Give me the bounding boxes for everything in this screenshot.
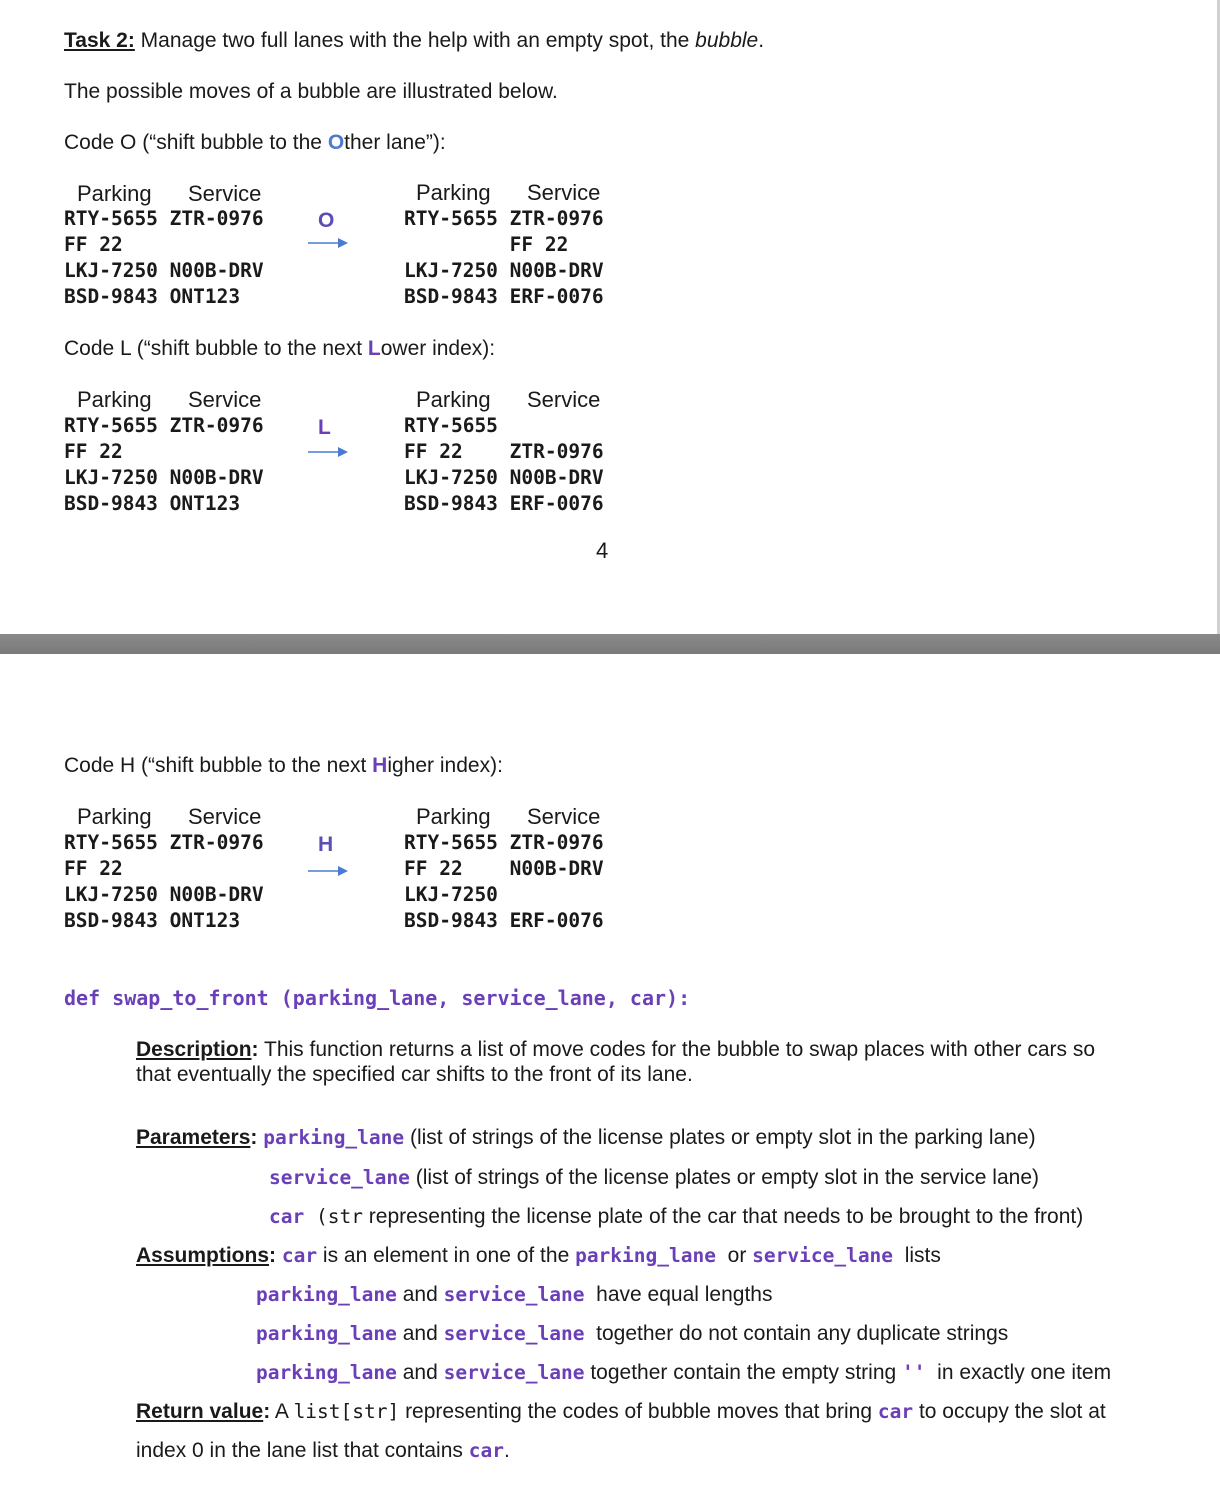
page-separator — [0, 634, 1220, 654]
code-o-arrow-label: O — [318, 209, 335, 232]
code-o-left-header: Parking — [77, 181, 152, 206]
parameters-row-1: Parameters: parking_lane (list of strings of the license plates or empty slot in the parking lane) — [136, 1126, 1036, 1149]
task-label: Task 2: — [64, 29, 135, 52]
code-l-right-row: RTY-5655 — [404, 414, 498, 437]
code-h-left-row: RTY-5655 ZTR-0976 — [64, 831, 264, 854]
code-o-right-row: LKJ-7250 N00B-DRV — [404, 259, 604, 282]
description-line2: that eventually the specified car shifts to the front of its lane. — [136, 1063, 693, 1086]
code-o-left-header-service: Service — [188, 181, 262, 206]
code-h-left-row: FF 22 — [64, 857, 123, 880]
code-h-right-header: Parking — [416, 804, 491, 829]
code-h-right-header-service: Service — [527, 804, 601, 829]
code-h-arrow-label: H — [318, 833, 334, 856]
code-l-left-row: FF 22 — [64, 440, 123, 463]
code-l-right-header-service: Service — [527, 387, 601, 412]
right-arrow-icon — [306, 445, 348, 459]
code-o-right-row: RTY-5655 ZTR-0976 — [404, 207, 604, 230]
code-o-left-row: BSD-9843 ONT123 — [64, 285, 241, 308]
code-h-right-row: RTY-5655 ZTR-0976 — [404, 831, 604, 854]
return-value-row-1: Return value: A list[str] representing the codes of bubble moves that bring car to occupy the slot at — [136, 1400, 1106, 1423]
parameters-row-2: service_lane (list of strings of the license plates or empty slot in the service lane) — [269, 1166, 1039, 1189]
code-l-left-header: Parking — [77, 387, 152, 412]
code-h-right-row: BSD-9843 ERF-0076 — [404, 909, 604, 932]
right-arrow-icon — [306, 236, 348, 250]
code-h-right-row: FF 22 N00B-DRV — [404, 857, 604, 880]
code-h-left-header: Parking — [77, 804, 152, 829]
code-o-heading: Code O (“shift bubble to the Other lane”): — [64, 131, 446, 154]
code-l-right-row: BSD-9843 ERF-0076 — [404, 492, 604, 515]
parameters-row-3: car (str representing the license plate of the car that needs to be brought to the front) — [269, 1205, 1084, 1228]
code-o-left-row: FF 22 — [64, 233, 123, 256]
right-arrow-icon — [306, 864, 348, 878]
code-h-left-row: LKJ-7250 N00B-DRV — [64, 883, 264, 906]
code-o-right-header: Parking — [416, 180, 491, 205]
code-o-left-row: RTY-5655 ZTR-0976 — [64, 207, 264, 230]
return-value-row-2: index 0 in the lane list that contains car. — [136, 1439, 510, 1462]
code-l-right-header: Parking — [416, 387, 491, 412]
code-l-right-row: FF 22 ZTR-0976 — [404, 440, 604, 463]
code-o-right-row: FF 22 — [404, 233, 569, 256]
code-h-heading: Code H (“shift bubble to the next Higher index): — [64, 754, 503, 777]
code-o-right-header-service: Service — [527, 180, 601, 205]
code-l-heading: Code L (“shift bubble to the next Lower index): — [64, 337, 496, 360]
code-l-arrow-label: L — [318, 416, 331, 439]
assumptions-row-4: parking_lane and service_lane together contain the empty string '' in exactly one item — [256, 1361, 1112, 1384]
description: Description: This function returns a list of move codes for the bubble to swap places with other cars so — [136, 1038, 1096, 1061]
code-l-right-row: LKJ-7250 N00B-DRV — [404, 466, 604, 489]
code-o-left-row: LKJ-7250 N00B-DRV — [64, 259, 264, 282]
assumptions-row-3: parking_lane and service_lane together do not contain any duplicate strings — [256, 1322, 1009, 1345]
code-l-left-row: BSD-9843 ONT123 — [64, 492, 241, 515]
page-number: 4 — [596, 538, 609, 563]
code-l-left-row: RTY-5655 ZTR-0976 — [64, 414, 264, 437]
code-h-left-row: BSD-9843 ONT123 — [64, 909, 241, 932]
assumptions-row-2: parking_lane and service_lane have equal lengths — [256, 1283, 773, 1306]
intro-text: The possible moves of a bubble are illustrated below. — [64, 80, 558, 103]
code-l-left-header-service: Service — [188, 387, 262, 412]
code-h-left-header-service: Service — [188, 804, 262, 829]
task-title: Task 2: Manage two full lanes with the help with an empty spot, the bubble. — [64, 29, 765, 52]
code-o-right-row: BSD-9843 ERF-0076 — [404, 285, 604, 308]
assumptions-row-1: Assumptions: car is an element in one of the parking_lane or service_lane lists — [136, 1244, 941, 1267]
code-h-right-row: LKJ-7250 — [404, 883, 498, 906]
code-l-left-row: LKJ-7250 N00B-DRV — [64, 466, 264, 489]
function-signature: def swap_to_front (parking_lane, service_lane, car): — [64, 986, 691, 1010]
